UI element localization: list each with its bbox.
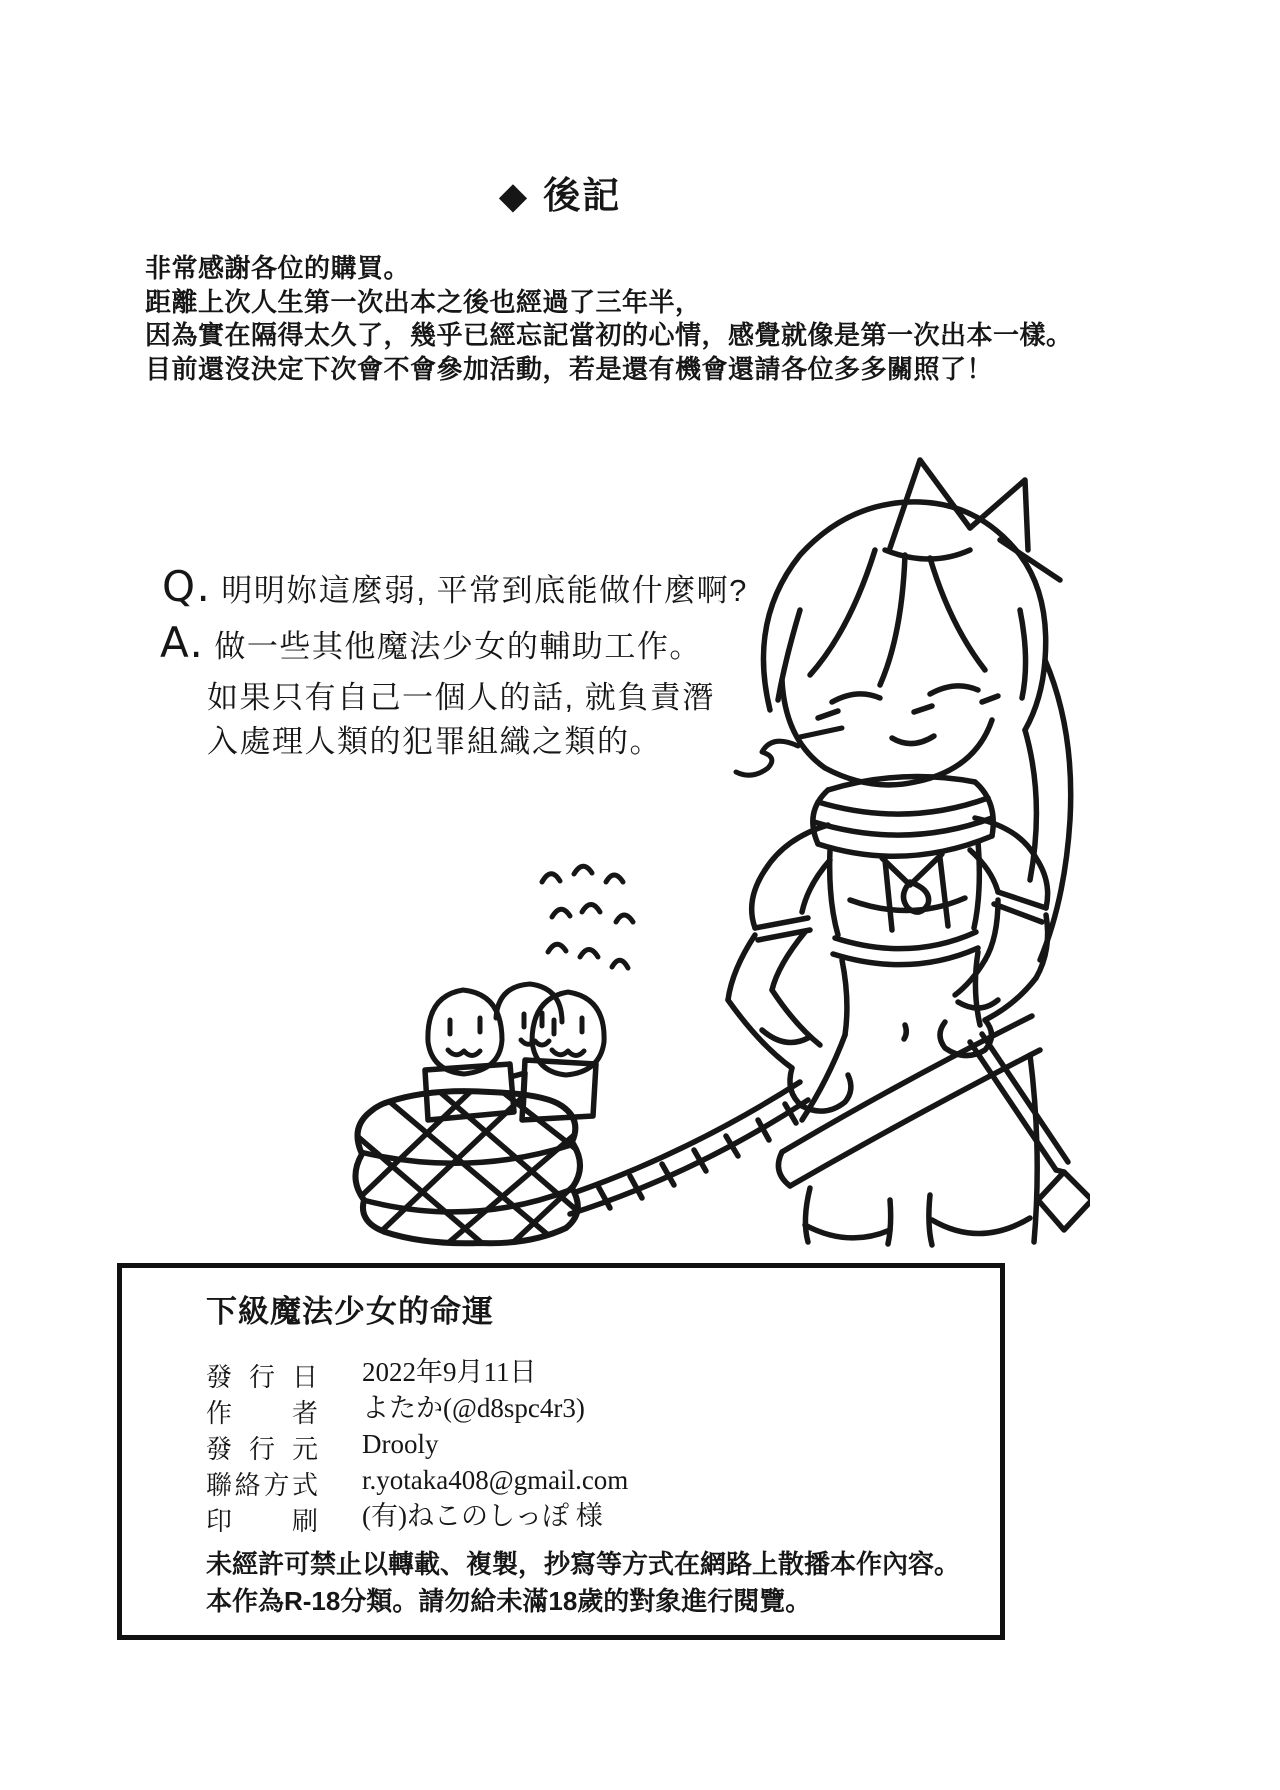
colophon-notices [206,1546,960,1620]
scarf [813,777,993,857]
afterword-paragraph [145,252,1073,386]
colophon-row-value: よたか(@d8spc4r3) [362,1393,585,1423]
diamond-bullet-icon: ◆ [498,175,530,216]
colophon-row [206,1354,628,1390]
colophon-row-value: (有)ねこのしっぽ 様 [362,1501,603,1531]
qa-a-label: A. [160,618,205,667]
paragraph-line: 目前還沒決定下次會不會參加活動，若是還有機會還請各位多多關照了！ [145,353,994,384]
colophon-row-label: 聯絡方式 [206,1470,318,1500]
colophon-row-label: 印刷 [206,1506,318,1536]
magical-girl [728,460,1090,1245]
colophon-row-value: r.yotaka408@gmail.com [362,1465,629,1495]
qa-answer-cont-line: 如果只有自己一個人的話, 就負責潛 [207,680,715,715]
page-title-text: 後記 [543,175,622,216]
colophon-rows [206,1354,628,1534]
sweat-drops-icon [542,866,633,968]
torso [830,842,980,1039]
tow-rope [570,1082,808,1214]
colophon-row-label: 發行元 [206,1434,318,1464]
colophon-row [206,1390,628,1426]
spear-diamond-icon [1038,1172,1090,1230]
afterword-illustration [330,430,1090,1260]
colophon-box [117,1263,1005,1640]
colophon-row-label: 作者 [206,1398,318,1428]
page-title [0,165,1120,219]
hair-bow [885,460,1060,580]
qa-answer-cont-line: 入處理人類的犯罪組織之類的。 [207,724,662,759]
paragraph-line: 距離上次人生第一次出本之後也經過了三年半， [145,286,702,317]
colophon-row [206,1426,628,1462]
colophon-row-value: Drooly [362,1429,439,1459]
colophon-row-value: 2022年9月11日 [362,1357,537,1387]
qa-q-text: 明明妳這麼弱, 平常到底能做什麼啊? [221,573,748,608]
paragraph-line: 非常感謝各位的購買。 [145,253,411,283]
colophon-row [206,1498,628,1534]
notice-line: 本作為R-18分類。請勿給未滿18歲的對象進行閱覽。 [206,1586,812,1616]
notice-line: 未經許可禁止以轉載、複製，抄寫等方式在網路上散播本作內容。 [206,1549,961,1579]
paragraph-line: 因為實在隔得太久了，幾乎已經忘記當初的心情，感覺就像是第一次出本一樣。 [145,320,1073,350]
colophon-row-label: 發行日 [206,1362,318,1392]
colophon-title: 下級魔法少女的命運 [206,1294,494,1329]
qa-q-label: Q. [162,562,212,611]
right-arm [940,818,1048,1056]
sash-and-legs [778,1016,1040,1245]
qa-a-text: 做一些其他魔法少女的輔助工作。 [214,629,702,664]
colophon-row [206,1462,628,1498]
